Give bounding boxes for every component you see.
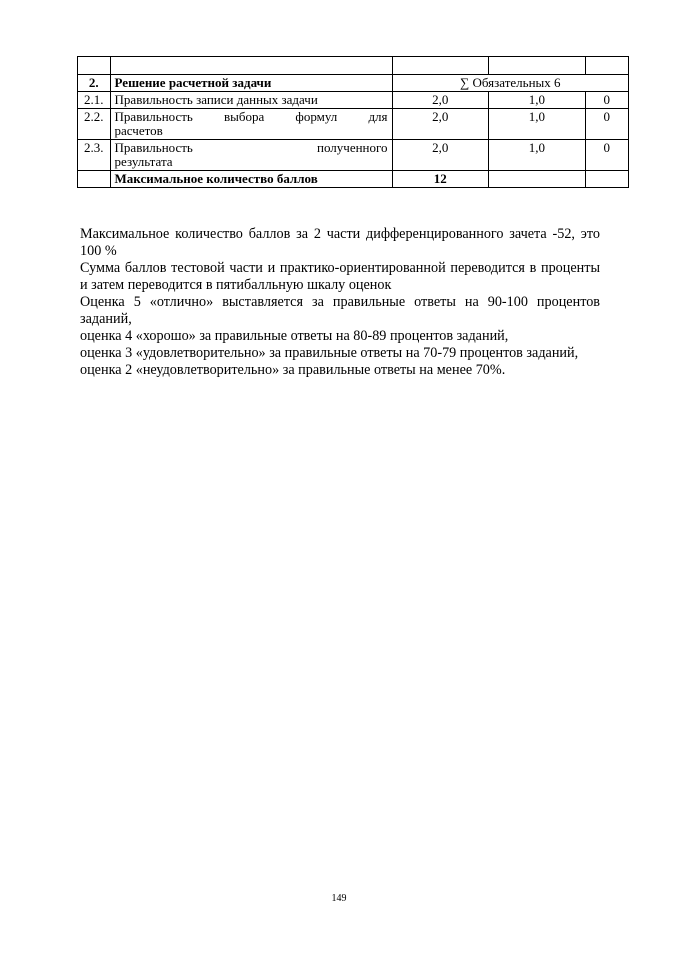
table-cell: [585, 171, 628, 188]
paragraph: Максимальное количество баллов за 2 части дифференцированного зачета -52, это 100 %: [80, 226, 600, 259]
paragraph: Оценка 5 «отлично» выставляется за правильные ответы на 90-100 процентов заданий,: [80, 294, 600, 327]
row-value-2: 1,0: [489, 92, 586, 109]
table-cell: [489, 171, 586, 188]
section-summary: ∑ Обязательных 6: [392, 75, 628, 92]
row-value-1: 2,0: [392, 140, 489, 171]
row-value-1: 2,0: [392, 109, 489, 140]
paragraph: Сумма баллов тестовой части и практико-ориентированной переводится в проценты и затем переводится в пятибалльную шкалу оценок: [80, 260, 600, 293]
paragraph: оценка 2 «неудовлетворительно» за правильные ответы на менее 70%.: [80, 362, 506, 378]
table-section-row: [78, 75, 629, 92]
grading-description: [80, 226, 600, 379]
table-cell: [585, 57, 628, 75]
table-cell: [78, 57, 111, 75]
table-cell: [110, 57, 392, 75]
row-criterion: [110, 140, 392, 171]
section-title: Решение расчетной задачи: [110, 75, 392, 92]
row-criterion: Правильность записи данных задачи: [110, 92, 392, 109]
row-criterion: [110, 109, 392, 140]
row-criterion-line: результата: [114, 154, 173, 169]
row-value-2: 1,0: [489, 109, 586, 140]
row-value-1: 2,0: [392, 92, 489, 109]
table-cell: [392, 57, 489, 75]
paragraph: оценка 4 «хорошо» за правильные ответы на 80-89 процентов заданий,: [80, 328, 509, 344]
row-criterion-line: Правильность выбора формул для: [114, 109, 388, 124]
table-row: [78, 140, 629, 171]
row-value-2: 1,0: [489, 140, 586, 171]
row-number: 2.1.: [78, 92, 111, 109]
total-label: Максимальное количество баллов: [110, 171, 392, 188]
table-row: [78, 92, 629, 109]
row-criterion-line: расчетов: [114, 123, 163, 138]
table-cell: [489, 57, 586, 75]
table-empty-row: [78, 57, 629, 75]
page-number: 149: [331, 893, 347, 904]
table-total-row: [78, 171, 629, 188]
table-row: [78, 109, 629, 140]
row-value-3: 0: [585, 109, 628, 140]
paragraph: оценка 3 «удовлетворительно» за правильные ответы на 70-79 процентов заданий,: [80, 345, 579, 361]
total-value: 12: [392, 171, 489, 188]
grading-table: [77, 56, 629, 188]
row-criterion-line: Правильность полученного: [114, 140, 388, 155]
row-number: 2.3.: [78, 140, 111, 171]
row-value-3: 0: [585, 140, 628, 171]
row-value-3: 0: [585, 92, 628, 109]
table-cell: [78, 171, 111, 188]
section-number: 2.: [78, 75, 111, 92]
row-number: 2.2.: [78, 109, 111, 140]
